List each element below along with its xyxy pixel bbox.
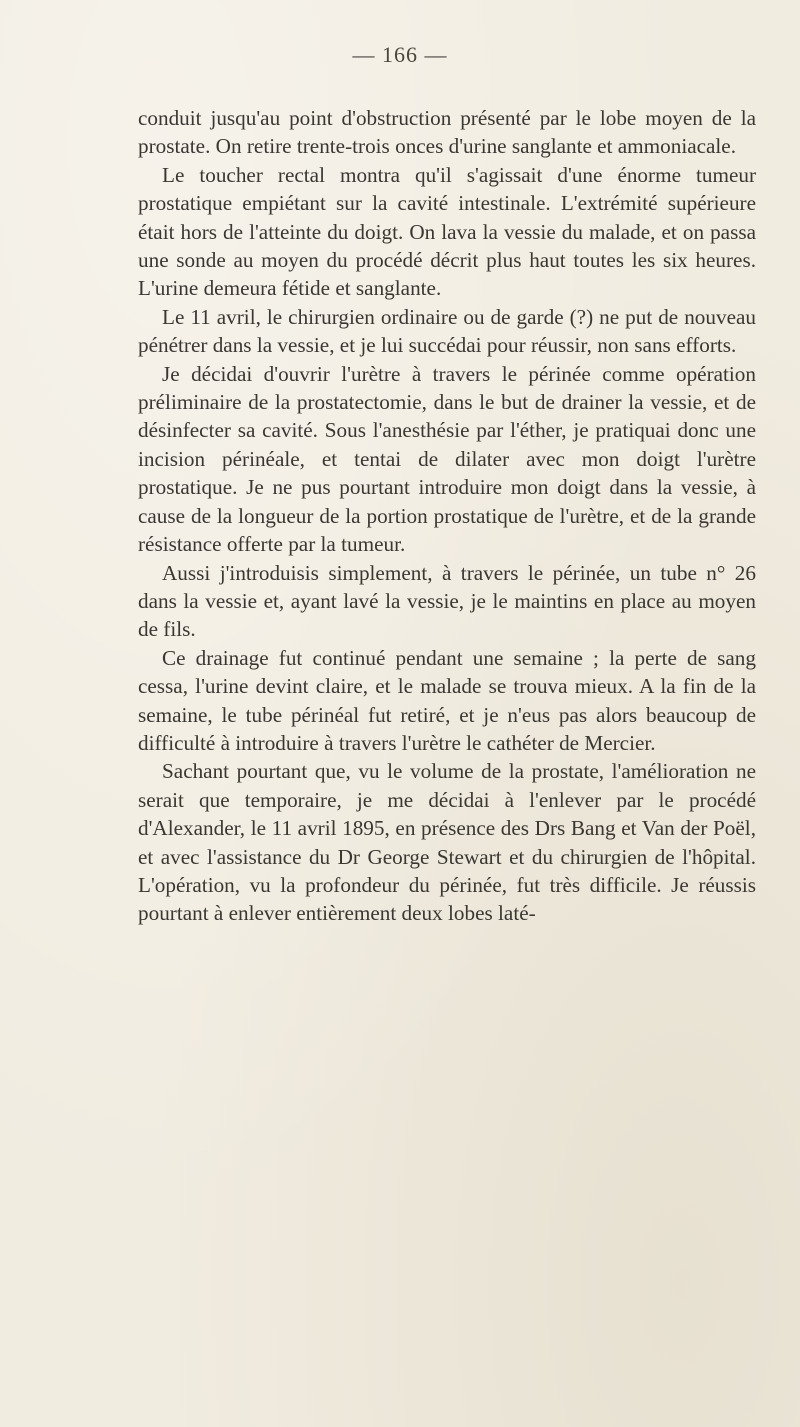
paragraph: Le toucher rectal montra qu'il s'agissait d'une énorme tumeur prostatique empiétant sur la cavité intestinale. L'extrémité supérieure était hors de l'atteinte du doigt. On lava la vessie du malade, et on passa une sonde au moyen du procédé décrit plus haut toutes les six heures. L'urine demeura fétide et sanglante. [138, 162, 756, 301]
paragraph: Je décidai d'ouvrir l'urètre à travers le périnée comme opération préliminaire de la prostatectomie, dans le but de drainer la vessie, et de désinfecter sa cavité. Sous l'anesthésie par l'éther, je pratiquai donc une incision périnéale, et tentai de dilater avec mon doigt l'urètre prostatique. Je ne pus pourtant introduire mon doigt dans la vessie, à cause de la longueur de la portion prostatique de l'urètre, et de la grande résistance offerte par la tumeur. [138, 361, 756, 557]
paragraph: Ce drainage fut continué pendant une semaine ; la perte de sang cessa, l'urine devint claire, et le malade se trouva mieux. A la fin de la semaine, le tube périnéal fut retiré, et je n'eus pas alors beaucoup de difficulté à introduire à travers l'urètre le cathéter de Mercier. [138, 645, 756, 755]
paragraph: Aussi j'introduisis simplement, à travers le périnée, un tube n° 26 dans la vessie et, ayant lavé la vessie, je le maintins en place au moyen de fils. [138, 560, 756, 642]
paragraph: conduit jusqu'au point d'obstruction présenté par le lobe moyen de la prostate. On retire trente-trois onces d'urine sanglante et ammoniacale. [138, 106, 756, 159]
paragraph: Sachant pourtant que, vu le volume de la prostate, l'amélioration ne serait que temporaire, je me décidai à l'enlever par le procédé d'Alexander, le 11 avril 1895, en présence des Drs Bang et Van der Poël, et avec l'assistance du Dr George Stewart et du chirurgien de l'hôpital. L'opération, vu la profondeur du périnée, fut très difficile. Je réussis pourtant à enlever entièrement deux lobes laté- [138, 759, 756, 926]
page-number: — 166 — [352, 42, 448, 67]
body-text [138, 104, 756, 928]
paragraph: Le 11 avril, le chirurgien ordinaire ou de garde (?) ne put de nouveau pénétrer dans la vessie, et je lui succédai pour réussir, non sans efforts. [138, 304, 756, 358]
